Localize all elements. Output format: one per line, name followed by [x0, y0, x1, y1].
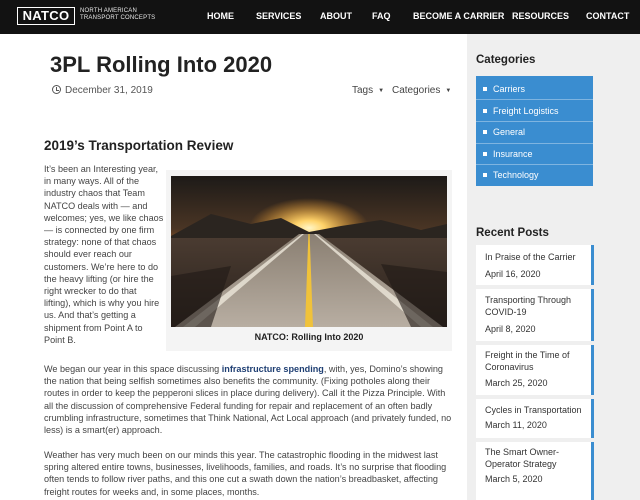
bullet-icon — [483, 130, 487, 134]
road-sunset-image — [171, 176, 447, 327]
tags-label: Tags — [352, 85, 374, 96]
nav-home[interactable]: HOME — [207, 11, 234, 21]
recent-post-date: April 8, 2020 — [485, 324, 536, 334]
recent-post[interactable] — [476, 245, 594, 285]
category-insurance[interactable] — [483, 149, 583, 160]
divider — [476, 121, 593, 122]
recent-posts-heading: Recent Posts — [476, 227, 549, 239]
recent-post-date: March 25, 2020 — [485, 378, 548, 388]
tags-dropdown[interactable] — [352, 85, 384, 97]
category-carriers[interactable] — [483, 84, 583, 95]
nav-become-a-carrier[interactable]: BECOME A CARRIER — [413, 11, 505, 21]
logo-tagline: NORTH AMERICAN TRANSPORT CONCEPTS — [80, 8, 156, 21]
nav-faq[interactable]: FAQ — [372, 11, 391, 21]
category-freight-logistics[interactable] — [483, 106, 583, 117]
section-heading: 2019’s Transportation Review — [44, 138, 234, 153]
recent-post[interactable] — [476, 289, 594, 341]
nav-resources[interactable]: RESOURCES — [512, 11, 570, 21]
recent-post-title[interactable]: The Smart Owner-Operator Strategy — [485, 447, 560, 469]
recent-post-title[interactable]: In Praise of the Carrier — [485, 252, 576, 262]
recent-post-date: March 5, 2020 — [485, 474, 543, 484]
paragraph-text: , with, yes, Domino’s showing the nation that being selfish sometimes also benefits the community. (Fixing potholes along their routes in order to keep the pepperoni slices in place during delivery). Call it the Pizza Principle. With all the discussion of comprehensive Federal funding for repair and replacement of an often badly crumbling infrastructure, sometimes that Think National, Act Local approach (and privately funded, no less) is a smart(er) approach. — [44, 364, 452, 436]
category-label: Technology — [493, 170, 539, 180]
category-label: Insurance — [493, 149, 533, 159]
paragraph-weather: Weather has very much been on our minds this year. The catastrophic flooding in the midwest last spring altered entire towns, businesses, livelihoods, families, and roads. It’s no surprise that flooding often tends to follow river paths, and this one cut a swath down the nation’s breadbasket, affecting freight routes for weeks and, in some places, months. — [44, 450, 447, 497]
infrastructure-spending-link[interactable]: infrastructure spending — [221, 364, 324, 374]
categories-label: Categories — [392, 85, 441, 96]
category-technology[interactable] — [483, 170, 583, 181]
divider — [476, 164, 593, 165]
nav-services[interactable]: SERVICES — [256, 11, 302, 21]
category-general[interactable] — [483, 127, 583, 138]
category-label: Freight Logistics — [493, 106, 559, 116]
caret-down-icon: ▼ — [445, 88, 452, 94]
recent-post-title[interactable]: Freight in the Time of Coronavirus — [485, 350, 570, 372]
image-caption: NATCO: Rolling Into 2020 — [254, 332, 364, 342]
top-navbar — [0, 0, 640, 34]
post-title: 3PL Rolling Into 2020 — [50, 52, 273, 77]
caret-down-icon: ▼ — [378, 88, 385, 94]
recent-post[interactable] — [476, 399, 594, 438]
divider — [476, 143, 593, 144]
divider — [476, 99, 593, 100]
categories-dropdown[interactable] — [392, 85, 451, 97]
recent-post-title[interactable]: Cycles in Transportation — [485, 405, 582, 415]
bullet-icon — [483, 173, 487, 177]
post-figure — [166, 170, 452, 351]
intro-paragraph: It’s been an Interesting year, in many ways. All of the industry chaos that Team NATCO deals with — and welcomes; yes, we like chaos — is connected by one firm strategy: none of that chaos should ever reach our customers. We’re here to do the heavy lifting (or hire the right wrecker to do that lifting), which is why you hire us. And that’s getting a shipment from Point A to Point B. — [44, 164, 164, 345]
nav-about[interactable]: ABOUT — [320, 11, 352, 21]
post-date — [52, 85, 153, 97]
category-label: General — [493, 127, 526, 137]
recent-post[interactable] — [476, 442, 594, 500]
nav-contact[interactable]: CONTACT — [586, 11, 630, 21]
recent-post-title[interactable]: Transporting Through COVID-19 — [485, 295, 572, 317]
clock-icon — [52, 85, 61, 94]
recent-post-date: April 16, 2020 — [485, 269, 541, 279]
post-date-text: December 31, 2019 — [65, 85, 153, 96]
recent-post[interactable] — [476, 345, 594, 395]
categories-heading: Categories — [476, 54, 536, 66]
bullet-icon — [483, 152, 487, 156]
natco-logo[interactable]: NATCO — [17, 7, 75, 25]
category-label: Carriers — [493, 84, 526, 94]
paragraph-text: We began our year in this space discussing — [44, 364, 222, 374]
paragraph-infrastructure — [44, 363, 456, 436]
bullet-icon — [483, 109, 487, 113]
recent-post-date: March 11, 2020 — [485, 420, 547, 430]
bullet-icon — [483, 87, 487, 91]
